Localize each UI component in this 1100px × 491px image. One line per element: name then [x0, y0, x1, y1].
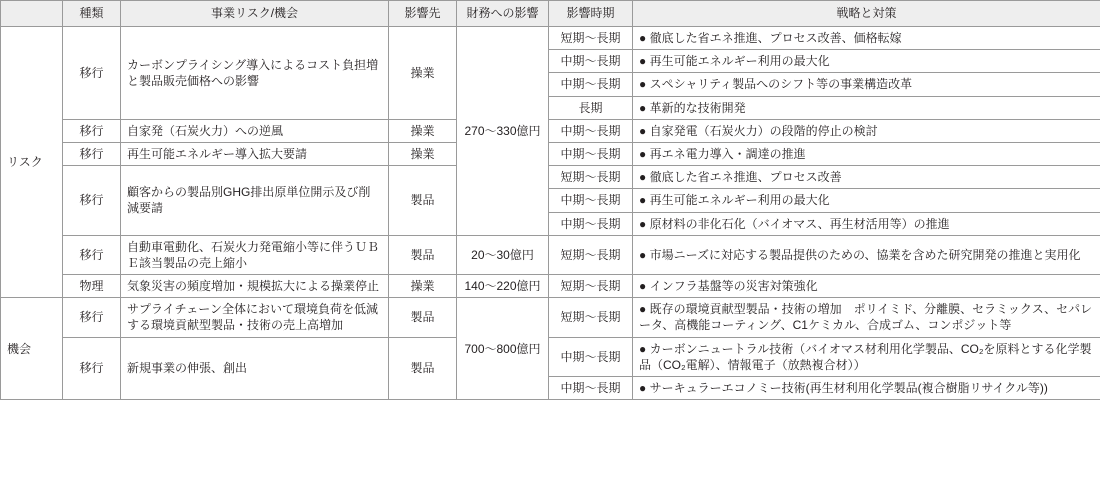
financial-impact-cell: 700〜800億円: [457, 298, 549, 400]
impact-term-cell: 中期〜長期: [549, 73, 633, 96]
type-cell: 移行: [63, 337, 121, 400]
strategy-cell: ● 革新的な技術開発: [633, 96, 1100, 119]
category-opportunity: 機会: [1, 298, 63, 400]
financial-impact-cell: 140〜220億円: [457, 275, 549, 298]
affected-cell: 製品: [389, 298, 457, 337]
impact-term-cell: 中期〜長期: [549, 119, 633, 142]
financial-impact-cell: 20〜30億円: [457, 235, 549, 274]
impact-term-cell: 短期〜長期: [549, 166, 633, 189]
strategy-cell: ● サーキュラーエコノミー技術(再生材利用化学製品(複合樹脂リサイクル等)): [633, 377, 1100, 400]
risk-description: 自動車電動化、石炭火力発電縮小等に伴うＵＢＥ該当製品の売上縮小: [121, 235, 389, 274]
affected-cell: 操業: [389, 27, 457, 120]
strategy-cell: ● 自家発電（石炭火力）の段階的停止の検討: [633, 119, 1100, 142]
opportunity-description: サプライチェーン全体において環境負荷を低減する環境貢献型製品・技術の売上高増加: [121, 298, 389, 337]
strategy-cell: ● 再生可能エネルギー利用の最大化: [633, 50, 1100, 73]
impact-term-cell: 中期〜長期: [549, 337, 633, 376]
type-cell: 移行: [63, 27, 121, 120]
table-header: [1, 1, 1100, 27]
strategy-cell: ● 再生可能エネルギー利用の最大化: [633, 189, 1100, 212]
impact-term-cell: 短期〜長期: [549, 235, 633, 274]
type-cell: 移行: [63, 235, 121, 274]
header-strategy: 戦略と対策: [633, 1, 1100, 27]
strategy-cell: ● 徹底した省エネ推進、プロセス改善: [633, 166, 1100, 189]
category-risk: リスク: [1, 27, 63, 298]
type-cell: 物理: [63, 275, 121, 298]
strategy-cell: ● カーボンニュートラル技術（バイオマス材利用化学製品、CO₂を原料とする化学製品（CO₂電解）、情報電子（放熱複合材））: [633, 337, 1100, 376]
strategy-cell: ● 市場ニーズに対応する製品提供のための、協業を含めた研究開発の推進と実用化: [633, 235, 1100, 274]
affected-cell: 製品: [389, 337, 457, 400]
impact-term-cell: 短期〜長期: [549, 27, 633, 50]
table-body: [1, 27, 1100, 400]
header-impact-term: 影響時期: [549, 1, 633, 27]
header-category: [1, 1, 63, 27]
opportunity-description: 新規事業の伸張、創出: [121, 337, 389, 400]
financial-impact-cell: 270〜330億円: [457, 27, 549, 236]
impact-term-cell: 中期〜長期: [549, 212, 633, 235]
affected-cell: 製品: [389, 235, 457, 274]
table-row: [1, 166, 1100, 189]
table-row: [1, 298, 1100, 337]
type-cell: 移行: [63, 142, 121, 165]
impact-term-cell: 中期〜長期: [549, 189, 633, 212]
header-risk-opportunity: 事業リスク/機会: [121, 1, 389, 27]
affected-cell: 操業: [389, 119, 457, 142]
table-row: [1, 337, 1100, 376]
strategy-cell: ● スペシャリティ製品へのシフト等の事業構造改革: [633, 73, 1100, 96]
strategy-cell: ● 再エネ電力導入・調達の推進: [633, 142, 1100, 165]
affected-cell: 操業: [389, 142, 457, 165]
risk-description: 自家発（石炭火力）への逆風: [121, 119, 389, 142]
type-cell: 移行: [63, 298, 121, 337]
strategy-cell: ● インフラ基盤等の災害対策強化: [633, 275, 1100, 298]
header-financial-impact: 財務への影響: [457, 1, 549, 27]
table-row: [1, 275, 1100, 298]
affected-cell: 操業: [389, 275, 457, 298]
table-row: [1, 142, 1100, 165]
header-type: 種類: [63, 1, 121, 27]
impact-term-cell: 長期: [549, 96, 633, 119]
risk-description: 気象災害の頻度増加・規模拡大による操業停止: [121, 275, 389, 298]
strategy-cell: ● 原材料の非化石化（バイオマス、再生材活用等）の推進: [633, 212, 1100, 235]
impact-term-cell: 中期〜長期: [549, 377, 633, 400]
table-row: [1, 119, 1100, 142]
table-row: [1, 27, 1100, 50]
table-row: [1, 235, 1100, 274]
risk-description: カーボンプライシング導入によるコスト負担増と製品販売価格への影響: [121, 27, 389, 120]
risk-description: 顧客からの製品別GHG排出原単位開示及び削減要請: [121, 166, 389, 236]
impact-term-cell: 中期〜長期: [549, 142, 633, 165]
type-cell: 移行: [63, 166, 121, 236]
strategy-cell: ● 徹底した省エネ推進、プロセス改善、価格転嫁: [633, 27, 1100, 50]
type-cell: 移行: [63, 119, 121, 142]
strategy-cell: ● 既存の環境貢献型製品・技術の増加 ポリイミド、分離膜、セラミックス、セパレータ、高機能コーティング、C1ケミカル、合成ゴム、コンポジット等: [633, 298, 1100, 337]
impact-term-cell: 中期〜長期: [549, 50, 633, 73]
table-header-row: [1, 1, 1100, 27]
risk-description: 再生可能エネルギー導入拡大要請: [121, 142, 389, 165]
impact-term-cell: 短期〜長期: [549, 275, 633, 298]
header-affected: 影響先: [389, 1, 457, 27]
impact-term-cell: 短期〜長期: [549, 298, 633, 337]
affected-cell: 製品: [389, 166, 457, 236]
